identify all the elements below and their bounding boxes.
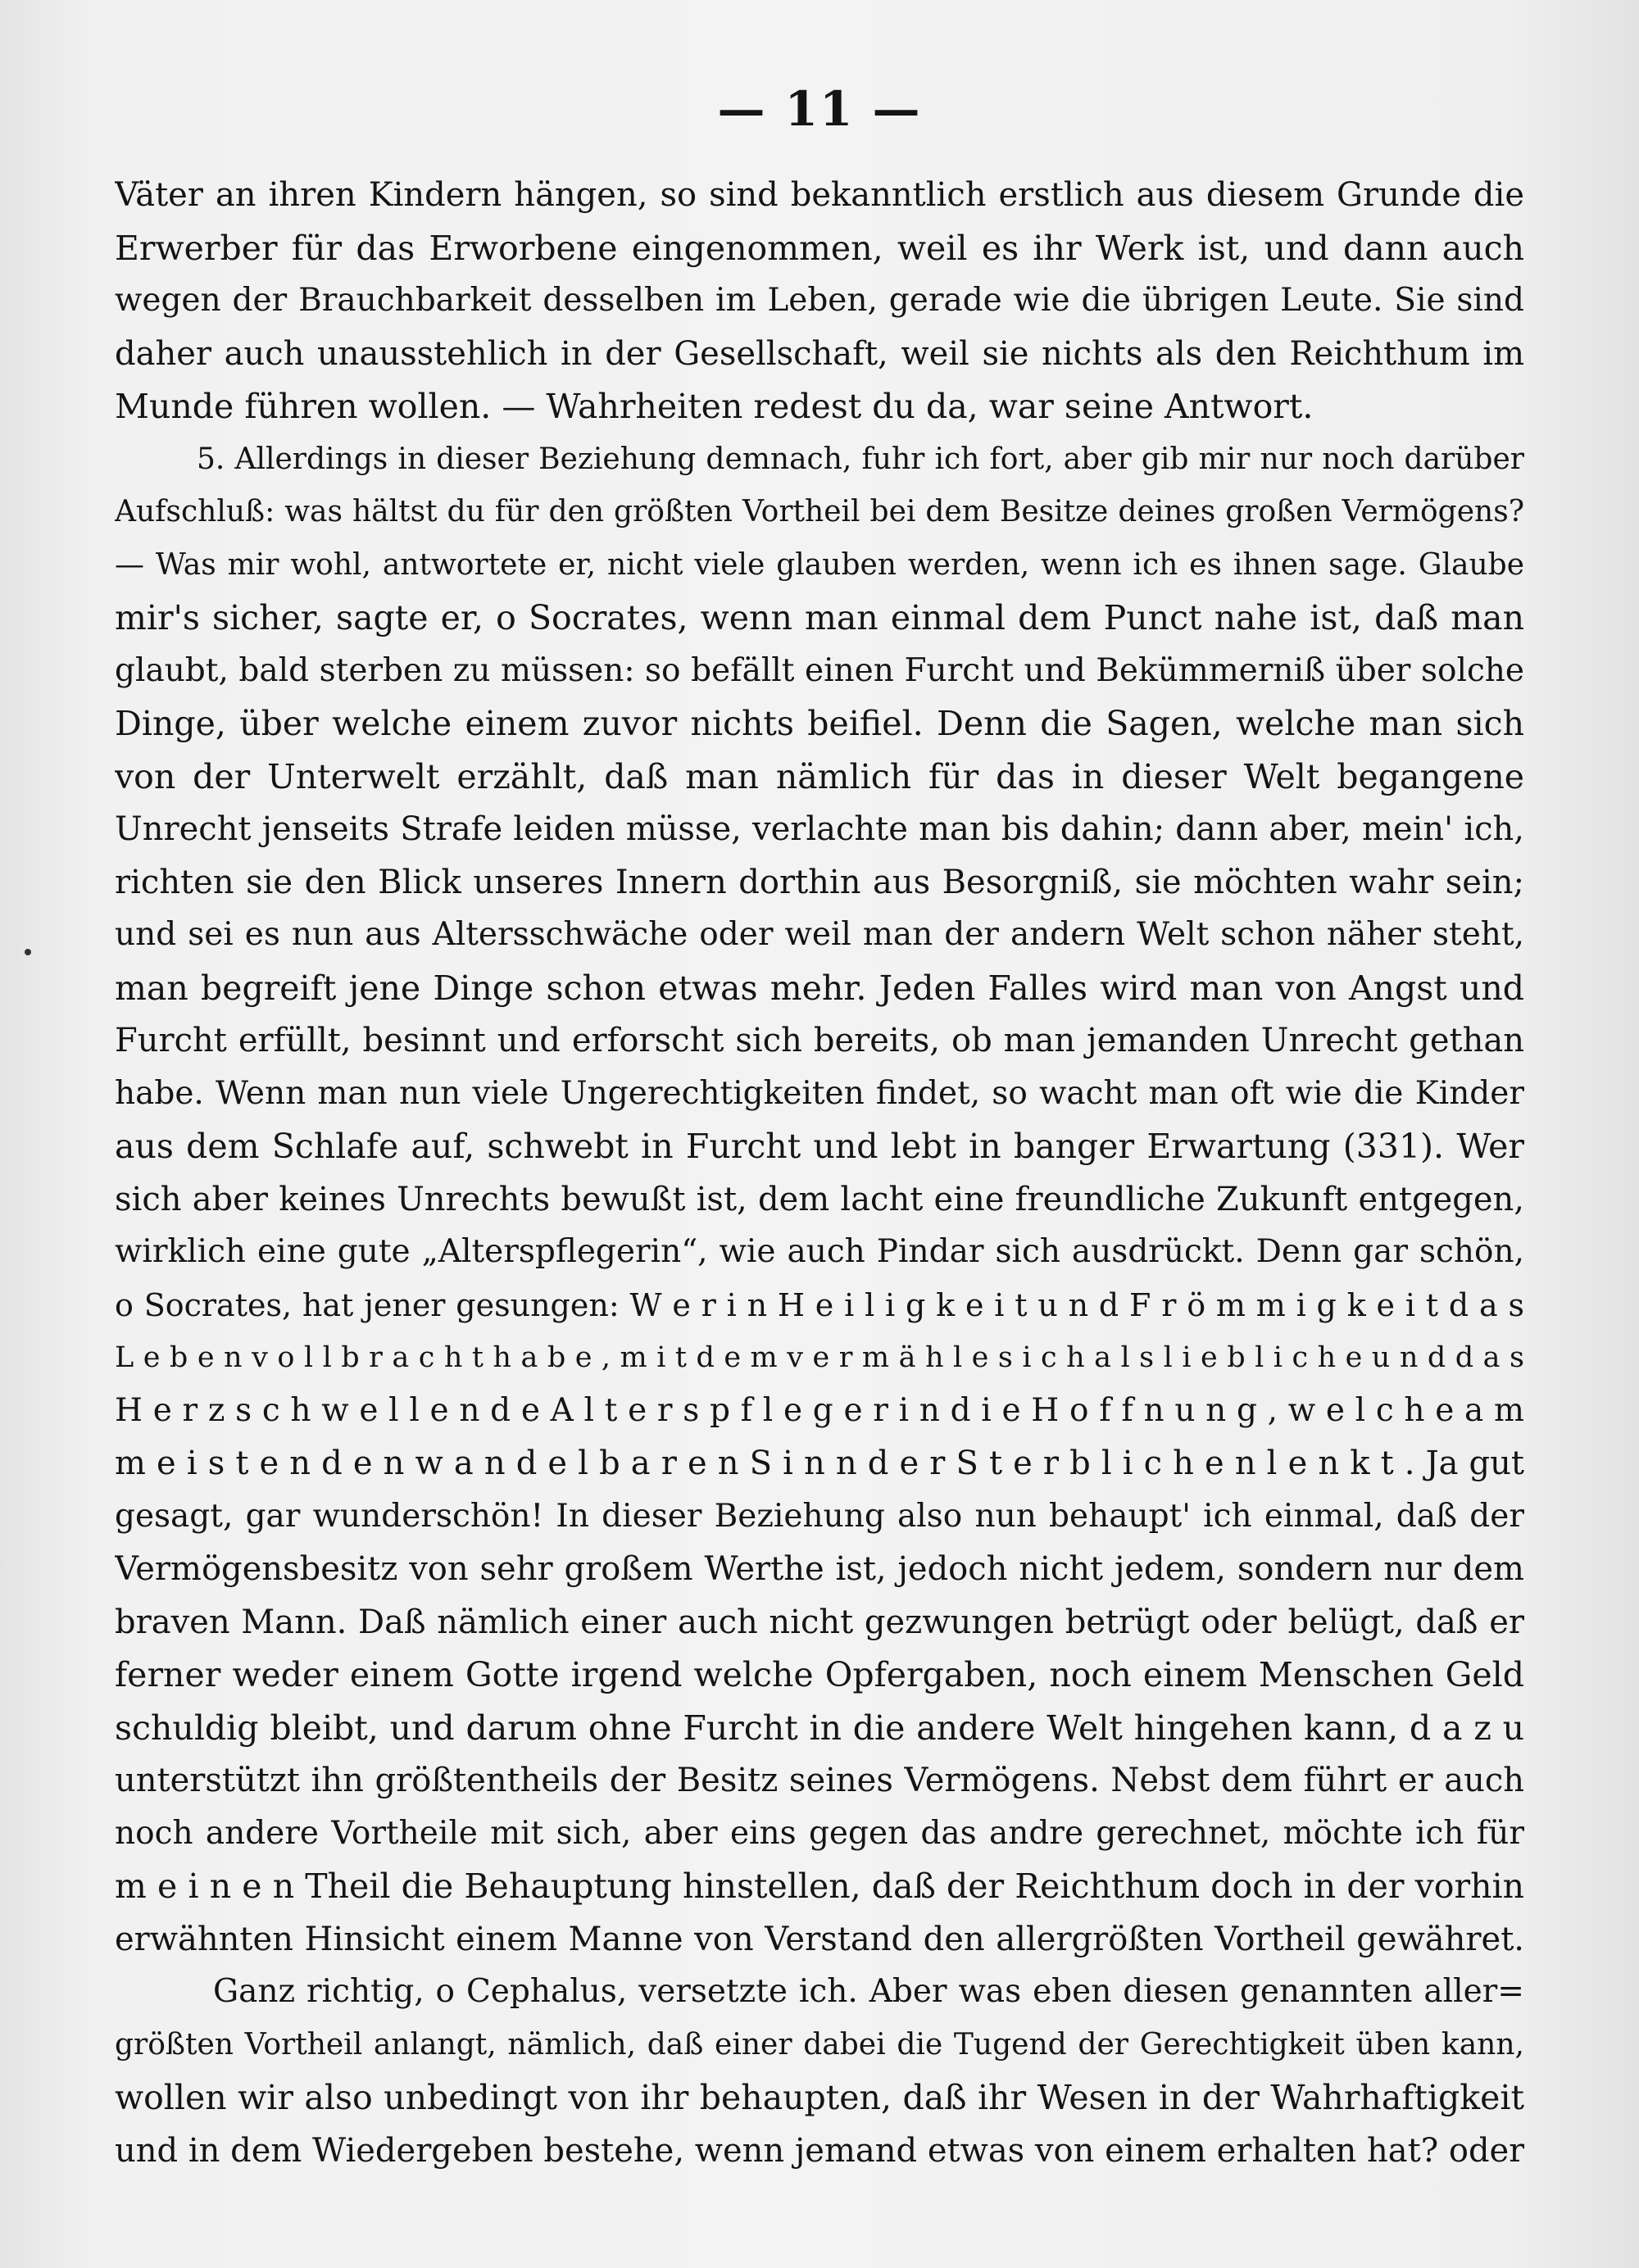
text-line: unterstützt ihn größtentheils der Besitz seines Vermögens. Nebst dem führt er auch	[115, 1762, 1524, 1799]
text-line: noch andere Vortheile mit sich, aber eins gegen das andre gerechnet, möchte ich für	[115, 1814, 1524, 1852]
text-line: Erwerber für das Erworbene eingenommen, weil es ihr Werk ist, und dann auch	[115, 228, 1524, 268]
text-line: und in dem Wiedergeben bestehe, wenn jemand etwas von einem erhalten hat? oder	[115, 2131, 1524, 2170]
text-line: Vermögensbesitz von sehr großem Werthe ist, jedoch nicht jedem, sondern nur dem	[115, 1550, 1524, 1588]
text-line: sich aber keines Unrechts bewußt ist, dem lacht eine freundliche Zukunft entgegen,	[115, 1180, 1524, 1218]
text-line: richten sie den Blick unseres Innern dorthin aus Besorgniß, sie möchten wahr sein;	[115, 863, 1524, 901]
text-line: L e b e n v o l l b r a c h t h a b e , m i t d e m v e r m ä h l e s i c h a l s l i e b l i c h e u n d d a s	[115, 1341, 1524, 1374]
text-line: gesagt, gar wunderschön! In dieser Beziehung also nun behaupt' ich einmal, daß der	[115, 1497, 1524, 1535]
text-line: aus dem Schlafe auf, schwebt in Furcht und lebt in banger Erwartung (331). Wer	[115, 1127, 1524, 1166]
text-line: von der Unterwelt erzählt, daß man nämlich für das in dieser Welt begangene	[115, 756, 1524, 796]
text-line: Aufschluß: was hältst du für den größten Vortheil bei dem Besitze deines großen Vermögens?	[115, 495, 1524, 528]
text-line: Väter an ihren Kindern hängen, so sind bekanntlich erstlich aus diesem Grunde die	[115, 176, 1524, 214]
text-line: erwähnten Hinsicht einem Manne von Verstand den allergrößten Vortheil gewähret.	[115, 1920, 1524, 1958]
text-line: Munde führen wollen. — Wahrheiten redest du da, war seine Antwort.	[115, 387, 1314, 426]
text-line: m e i s t e n d e n w a n d e l b a r e n S i n n d e r S t e r b l i c h e n l e n k t . Ja gut	[115, 1445, 1524, 1482]
page-speck	[25, 949, 31, 955]
text-line: o Socrates, hat jener gesungen: W e r i n H e i l i g k e i t u n d F r ö m m i g k e i t d a s	[115, 1286, 1524, 1323]
text-line: m e i n e n Theil die Behauptung hinstellen, daß der Reichthum doch in der vorhin	[115, 1867, 1524, 1906]
text-line: braven Mann. Daß nämlich einer auch nicht gezwungen betrügt oder belügt, daß er	[115, 1603, 1524, 1641]
text-line: Unrecht jenseits Strafe leiden müsse, verlachte man bis dahin; dann aber, mein' ich,	[115, 810, 1524, 848]
paragraph-start-line: 5. Allerdings in dieser Beziehung demnach, fuhr ich fort, aber gib mir nur noch darüber	[197, 442, 1524, 476]
text-line: wegen der Brauchbarkeit desselben im Leben, gerade wie die übrigen Leute. Sie sind	[115, 282, 1524, 319]
text-line: Dinge, über welche einem zuvor nichts beifiel. Denn die Sagen, welche man sich	[115, 704, 1524, 743]
text-line: habe. Wenn man nun viele Ungerechtigkeiten findet, so wacht man oft wie die Kinder	[115, 1074, 1524, 1112]
text-line: man begreift jene Dinge schon etwas mehr. Jeden Falles wird man von Angst und	[115, 968, 1524, 1008]
text-line: mir's sicher, sagte er, o Socrates, wenn man einmal dem Punct nahe ist, daß man	[115, 598, 1524, 637]
text-line: schuldig bleibt, und darum ohne Furcht in die andere Welt hingehen kann, d a z u	[115, 1708, 1524, 1748]
text-line: ferner weder einem Gotte irgend welche Opfergaben, noch einem Menschen Geld	[115, 1655, 1524, 1694]
text-line: größten Vortheil anlangt, nämlich, daß einer dabei die Tugend der Gerechtigkeit üben kann,	[115, 2027, 1524, 2062]
text-line: Furcht erfüllt, besinnt und erforscht sich bereits, ob man jemanden Unrecht gethan	[115, 1022, 1524, 1059]
text-line: wirklich eine gute „Alterspflegerin“, wie auch Pindar sich ausdrückt. Denn gar schön,	[115, 1233, 1524, 1270]
text-line: — Was mir wohl, antwortete er, nicht viele glauben werden, wenn ich es ihnen sage. Glaube	[115, 547, 1524, 582]
body-text	[115, 169, 1524, 2177]
text-line: wollen wir also unbedingt von ihr behaupten, daß ihr Wesen in der Wahrhaftigkeit	[115, 2078, 1524, 2117]
text-line: daher auch unausstehlich in der Gesellschaft, weil sie nichts als den Reichthum im	[115, 334, 1524, 373]
text-line: H e r z s c h w e l l e n d e A l t e r s p f l e g e r i n d i e H o f f n u n g , w e l c h e a m	[115, 1391, 1524, 1429]
text-line: glaubt, bald sterben zu müssen: so befällt einen Furcht und Bekümmerniß über solche	[115, 651, 1524, 689]
paragraph-start-line: Ganz richtig, o Cephalus, versetzte ich. Aber was eben diesen genannten aller=	[213, 1973, 1524, 2010]
text-line: und sei es nun aus Altersschwäche oder weil man der andern Welt schon näher steht,	[115, 916, 1524, 953]
page-number-header: — 11 —	[717, 81, 922, 137]
